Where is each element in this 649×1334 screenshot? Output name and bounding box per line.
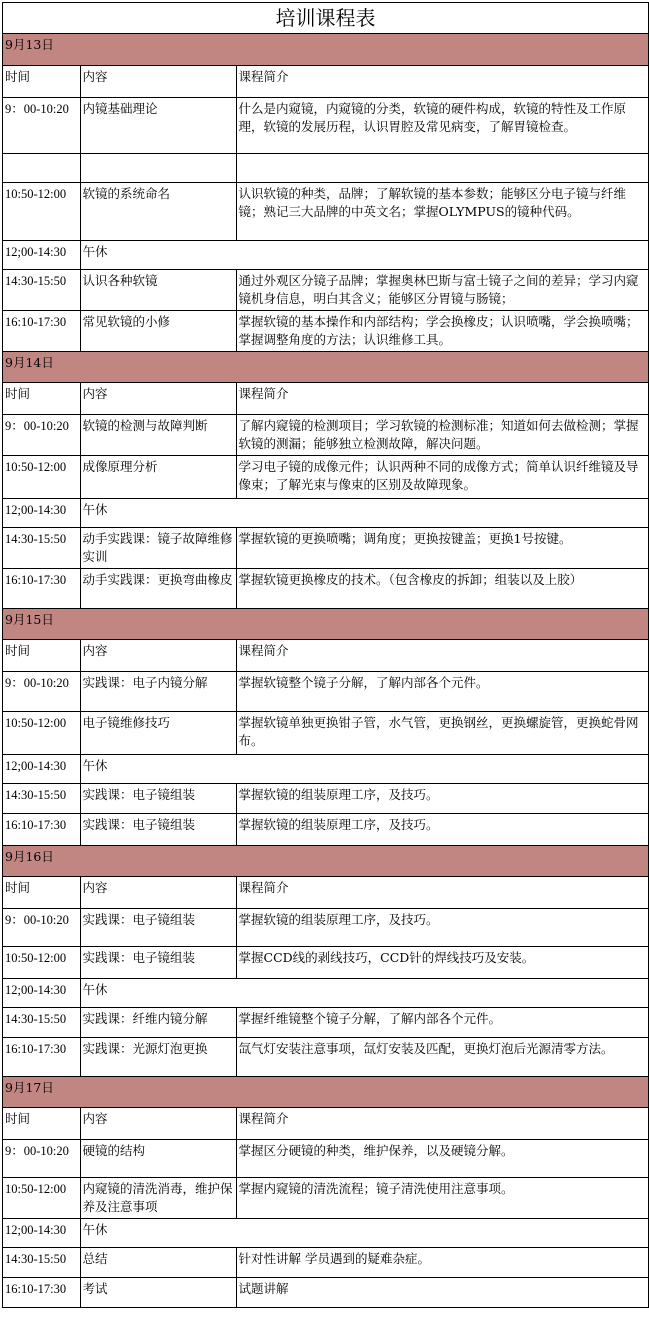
session-time: 9：00-10:20: [3, 414, 80, 455]
session-intro: 掌握区分硬镜的种类，维护保养，以及硬镜分解。: [236, 1139, 648, 1177]
lunch-label: 午休: [80, 240, 648, 269]
session-time: 9：00-10:20: [3, 908, 80, 946]
lunch-row: [3, 1218, 648, 1247]
session-time: 14:30-15:50: [3, 1247, 80, 1277]
session-intro: 掌握CCD线的剥线技巧，CCD针的焊线技巧及安装。: [236, 946, 648, 978]
lunch-row: [3, 978, 648, 1007]
session-content: 实践课：电子镜组装: [80, 908, 236, 946]
column-header-row: [3, 639, 648, 671]
session-intro: 了解内窥镜的检测项目；学习软镜的检测标准；知道如何去做检测；掌握软镜的测漏；能够独立检测故障，解决问题。: [236, 414, 648, 455]
session-intro: 氙气灯安装注意事项，氙灯安装及匹配，更换灯泡后光源清零方法。: [236, 1037, 648, 1076]
session-row: [3, 711, 648, 754]
header-content: 内容: [80, 639, 236, 671]
session-content: 实践课：电子镜组装: [80, 813, 236, 845]
session-content: 实践课：电子镜组装: [80, 946, 236, 978]
session-content: 内镜基础理论: [80, 97, 236, 153]
session-time: 16:10-17:30: [3, 1037, 80, 1076]
schedule-table: [3, 34, 648, 1308]
column-header-row: [3, 876, 648, 908]
header-intro: 课程简介: [236, 1107, 648, 1139]
header-time: 时间: [3, 639, 80, 671]
session-row: [3, 1037, 648, 1076]
session-row: [3, 269, 648, 310]
session-content: 认识各种软镜: [80, 269, 236, 310]
session-time: 16:10-17:30: [3, 310, 80, 351]
session-time: 9：00-10:20: [3, 671, 80, 711]
session-time: [3, 153, 80, 182]
session-content: 实践课：纤维内镜分解: [80, 1007, 236, 1037]
session-row: [3, 182, 648, 240]
session-intro: 掌握软镜更换橡皮的技术。（包含橡皮的拆卸；组装以及上胶）: [236, 568, 648, 608]
session-content: 动手实践课：更换弯曲橡皮: [80, 568, 236, 608]
session-row: [3, 568, 648, 608]
session-content: 实践课：电子内镜分解: [80, 671, 236, 711]
session-content: [80, 153, 236, 182]
page-title: 培训课程表: [3, 3, 648, 34]
header-content: 内容: [80, 382, 236, 414]
session-time: 14:30-15:50: [3, 783, 80, 813]
day-date: 9月17日: [3, 1076, 648, 1107]
lunch-label: 午休: [80, 978, 648, 1007]
lunch-label: 午休: [80, 754, 648, 783]
column-header-row: [3, 1107, 648, 1139]
session-content: 考试: [80, 1277, 236, 1307]
header-content: 内容: [80, 65, 236, 97]
session-content: 软镜的系统命名: [80, 182, 236, 240]
session-intro: 掌握软镜整个镜子分解，了解内部各个元件。: [236, 671, 648, 711]
session-time: 12;00-14:30: [3, 240, 80, 269]
header-intro: 课程简介: [236, 382, 648, 414]
session-intro: 什么是内窥镜，内窥镜的分类，软镜的硬件构成，软镜的特性及工作原理，软镜的发展历程，认识胃腔及常见病变，了解胃镜检查。: [236, 97, 648, 153]
session-row: [3, 527, 648, 568]
header-time: 时间: [3, 65, 80, 97]
header-time: 时间: [3, 382, 80, 414]
session-time: 12;00-14:30: [3, 754, 80, 783]
lunch-label: 午休: [80, 498, 648, 527]
session-row: [3, 908, 648, 946]
day-row: [3, 608, 648, 639]
day-date: 9月13日: [3, 34, 648, 65]
session-intro: 针对性讲解 学员遇到的疑难杂症。: [236, 1247, 648, 1277]
session-row: [3, 671, 648, 711]
session-row: [3, 1177, 648, 1218]
session-time: 14:30-15:50: [3, 1007, 80, 1037]
lunch-row: [3, 754, 648, 783]
session-intro: [236, 153, 648, 182]
header-time: 时间: [3, 876, 80, 908]
column-header-row: [3, 382, 648, 414]
header-intro: 课程简介: [236, 65, 648, 97]
session-time: 14:30-15:50: [3, 527, 80, 568]
day-date: 9月15日: [3, 608, 648, 639]
session-intro: 掌握内窥镜的清洗流程；镜子清洗使用注意事项。: [236, 1177, 648, 1218]
session-time: 16:10-17:30: [3, 568, 80, 608]
session-content: 成像原理分析: [80, 455, 236, 498]
session-time: 9：00-10:20: [3, 97, 80, 153]
session-row: [3, 813, 648, 845]
session-time: 10:50-12:00: [3, 182, 80, 240]
session-time: 12;00-14:30: [3, 1218, 80, 1247]
header-content: 内容: [80, 1107, 236, 1139]
session-time: 12;00-14:30: [3, 498, 80, 527]
session-row: [3, 783, 648, 813]
session-time: 10:50-12:00: [3, 946, 80, 978]
session-content: 电子镜维修技巧: [80, 711, 236, 754]
lunch-row: [3, 240, 648, 269]
day-date: 9月16日: [3, 845, 648, 876]
session-content: 硬镜的结构: [80, 1139, 236, 1177]
day-row: [3, 351, 648, 382]
session-intro: 通过外观区分镜子品牌；掌握奥林巴斯与富士镜子之间的差异；学习内窥镜机身信息，明白其含义；能够区分胃镜与肠镜；: [236, 269, 648, 310]
session-intro: 认识软镜的种类，品牌；了解软镜的基本参数；能够区分电子镜与纤维镜；熟记三大品牌的中英文名；掌握OLYMPUS的镜种代码。: [236, 182, 648, 240]
session-time: 16:10-17:30: [3, 1277, 80, 1307]
session-content: 实践课：电子镜组装: [80, 783, 236, 813]
session-intro: 学习电子镜的成像元件；认识两种不同的成像方式；简单认识纤维镜及导像束；了解光束与像束的区别及故障现象。: [236, 455, 648, 498]
session-time: 10:50-12:00: [3, 1177, 80, 1218]
day-date: 9月14日: [3, 351, 648, 382]
session-intro: 试题讲解: [236, 1277, 648, 1307]
session-intro: 掌握软镜的基本操作和内部结构；学会换橡皮；认识喷嘴，学会换喷嘴；掌握调整角度的方法；认识维修工具。: [236, 310, 648, 351]
day-row: [3, 845, 648, 876]
lunch-row: [3, 498, 648, 527]
session-intro: 掌握软镜的组装原理工序，及技巧。: [236, 813, 648, 845]
session-time: 10:50-12:00: [3, 455, 80, 498]
session-time: 10:50-12:00: [3, 711, 80, 754]
session-row: [3, 1247, 648, 1277]
session-content: 软镜的检测与故障判断: [80, 414, 236, 455]
session-time: 12;00-14:30: [3, 978, 80, 1007]
session-row: [3, 414, 648, 455]
header-intro: 课程简介: [236, 876, 648, 908]
session-row: [3, 1139, 648, 1177]
session-content: 常见软镜的小修: [80, 310, 236, 351]
session-time: 14:30-15:50: [3, 269, 80, 310]
session-row: [3, 1277, 648, 1307]
session-row: [3, 455, 648, 498]
column-header-row: [3, 65, 648, 97]
schedule-sheet: [2, 2, 649, 1308]
session-time: 9：00-10:20: [3, 1139, 80, 1177]
session-intro: 掌握软镜的更换喷嘴；调角度；更换按键盖；更换1号按键。: [236, 527, 648, 568]
session-row: [3, 97, 648, 153]
header-content: 内容: [80, 876, 236, 908]
day-row: [3, 1076, 648, 1107]
header-time: 时间: [3, 1107, 80, 1139]
session-content: 总结: [80, 1247, 236, 1277]
session-row: [3, 946, 648, 978]
session-intro: 掌握软镜的组装原理工序，及技巧。: [236, 783, 648, 813]
session-row: [3, 1007, 648, 1037]
session-intro: 掌握软镜单独更换钳子管，水气管，更换钢丝，更换螺旋管，更换蛇骨网布。: [236, 711, 648, 754]
header-intro: 课程简介: [236, 639, 648, 671]
session-row: [3, 310, 648, 351]
session-row: [3, 153, 648, 182]
lunch-label: 午休: [80, 1218, 648, 1247]
session-content: 动手实践课：镜子故障维修实训: [80, 527, 236, 568]
session-intro: 掌握纤维镜整个镜子分解，了解内部各个元件。: [236, 1007, 648, 1037]
session-content: 内窥镜的清洗消毒，维护保养及注意事项: [80, 1177, 236, 1218]
session-content: 实践课：光源灯泡更换: [80, 1037, 236, 1076]
session-intro: 掌握软镜的组装原理工序，及技巧。: [236, 908, 648, 946]
session-time: 16:10-17:30: [3, 813, 80, 845]
day-row: [3, 34, 648, 65]
